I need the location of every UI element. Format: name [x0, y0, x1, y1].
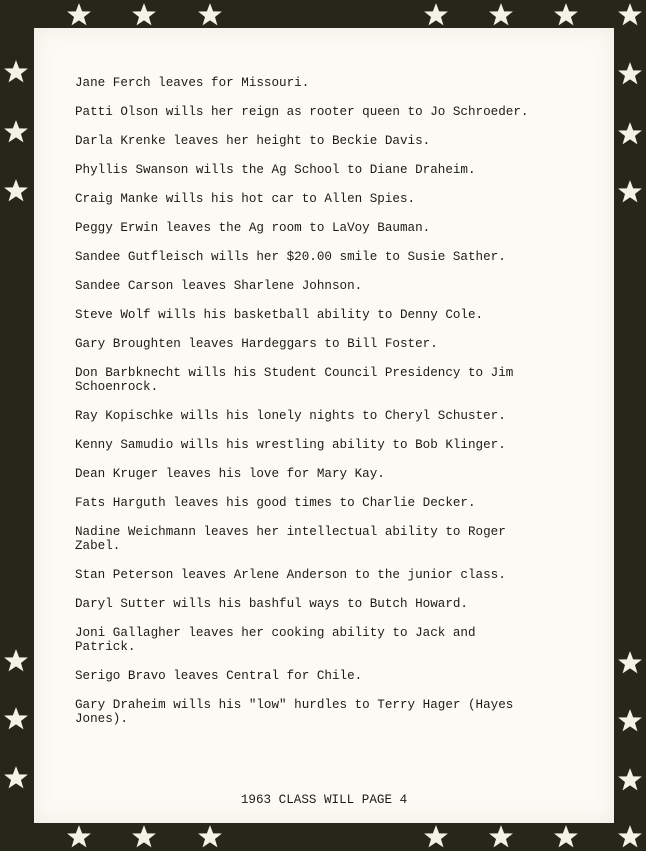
will-entry: Fats Harguth leaves his good times to Charlie Decker.	[75, 496, 476, 510]
star-icon	[3, 178, 29, 204]
will-entry: Don Barbknecht wills his Student Council Presidency to Jim Schoenrock.	[75, 366, 514, 394]
star-icon	[131, 2, 157, 28]
will-entry: Craig Manke wills his hot car to Allen Spies.	[75, 192, 416, 206]
page-footer: 1963 CLASS WILL PAGE 4	[240, 793, 408, 807]
will-entry: Joni Gallagher leaves her cooking ability to Jack and Patrick.	[75, 626, 476, 654]
star-icon	[617, 121, 643, 147]
will-entry: Sandee Gutfleisch wills her $20.00 smile to Susie Sather.	[75, 250, 506, 264]
star-icon	[3, 765, 29, 791]
star-icon	[617, 179, 643, 205]
star-icon	[617, 61, 643, 87]
star-icon	[617, 2, 643, 28]
will-entry: Dean Kruger leaves his love for Mary Kay.	[75, 467, 385, 481]
star-icon	[488, 824, 514, 850]
document-page	[34, 28, 614, 823]
will-entry: Sandee Carson leaves Sharlene Johnson.	[75, 279, 363, 293]
will-entry: Nadine Weichmann leaves her intellectual ability to Roger Zabel.	[75, 525, 506, 553]
star-icon	[617, 767, 643, 793]
will-entry: Ray Kopischke wills his lonely nights to Cheryl Schuster.	[75, 409, 506, 423]
will-entry: Kenny Samudio wills his wrestling ability to Bob Klinger.	[75, 438, 506, 452]
star-icon	[423, 824, 449, 850]
star-icon	[617, 650, 643, 676]
star-icon	[3, 59, 29, 85]
star-icon	[423, 2, 449, 28]
will-entry: Gary Broughten leaves Hardeggars to Bill Foster.	[75, 337, 438, 351]
will-entry: Patti Olson wills her reign as rooter queen to Jo Schroeder.	[75, 105, 529, 119]
star-icon	[553, 2, 579, 28]
star-icon	[617, 708, 643, 734]
star-icon	[66, 824, 92, 850]
star-icon	[66, 2, 92, 28]
will-entry: Jane Ferch leaves for Missouri.	[75, 76, 310, 90]
star-icon	[3, 648, 29, 674]
class-will-list	[75, 76, 585, 741]
will-entry: Gary Draheim wills his "low" hurdles to Terry Hager (Hayes Jones).	[75, 698, 514, 726]
will-entry: Peggy Erwin leaves the Ag room to LaVoy Bauman.	[75, 221, 431, 235]
star-icon	[617, 824, 643, 850]
star-icon	[553, 824, 579, 850]
star-icon	[197, 2, 223, 28]
will-entry: Steve Wolf wills his basketball ability to Denny Cole.	[75, 308, 484, 322]
star-icon	[197, 824, 223, 850]
star-icon	[488, 2, 514, 28]
will-entry: Stan Peterson leaves Arlene Anderson to the junior class.	[75, 568, 506, 582]
will-entry: Darla Krenke leaves her height to Beckie Davis.	[75, 134, 431, 148]
star-icon	[131, 824, 157, 850]
will-entry: Phyllis Swanson wills the Ag School to Diane Draheim.	[75, 163, 476, 177]
will-entry: Serigo Bravo leaves Central for Chile.	[75, 669, 363, 683]
will-entry: Daryl Sutter wills his bashful ways to Butch Howard.	[75, 597, 468, 611]
star-icon	[3, 706, 29, 732]
star-icon	[3, 119, 29, 145]
